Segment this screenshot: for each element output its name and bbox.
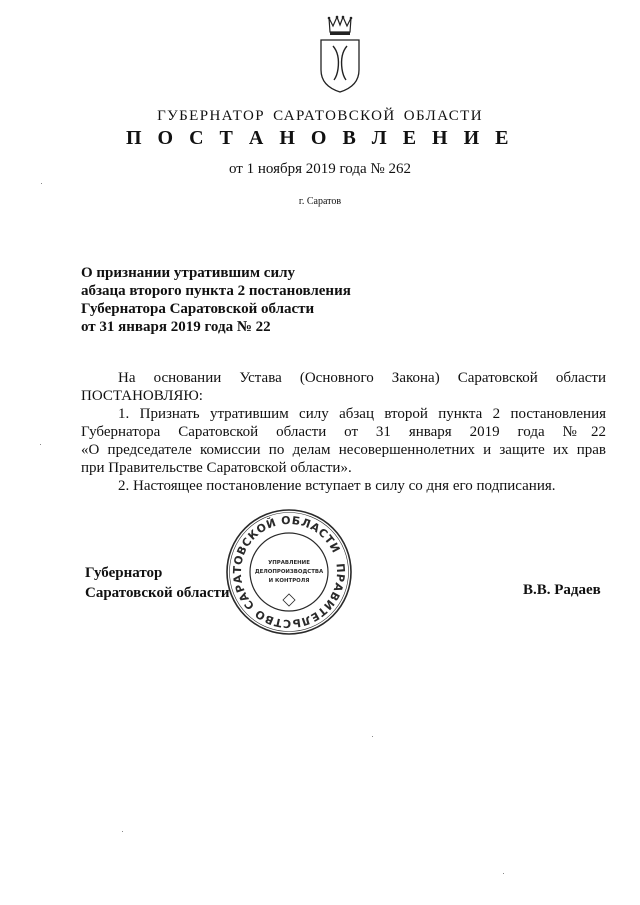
body-line: На основании Устава (Основного Закона) Саратовской области [118, 370, 606, 386]
subject-line: О признании утратившим силу [81, 265, 295, 281]
document-date-number: от 1 ноября 2019 года № 262 [229, 161, 411, 177]
signer-position-line: Губернатор [85, 565, 163, 581]
body-line: 2. Настоящее постановление вступает в силу со дня его подписания. [118, 478, 556, 494]
subject-line: Губернатора Саратовской области [81, 301, 315, 317]
stamp-inner-line: ДЕЛОПРОИЗВОДСТВА [254, 569, 324, 575]
body-line: ПОСТАНОВЛЯЮ: [81, 388, 203, 404]
scan-speck [41, 183, 42, 184]
scan-speck [503, 873, 504, 874]
document-city: г. Саратов [298, 196, 342, 207]
body-line: «О председателе комиссии по делам несовершеннолетних и защите их прав [81, 442, 606, 458]
document-subject [81, 264, 351, 336]
stamp-star-icon [283, 594, 295, 606]
scan-speck [40, 444, 41, 445]
official-stamp [225, 508, 353, 636]
subject-line: от 31 января 2019 года № 22 [81, 319, 271, 335]
signer-name: В.В. Радаев [523, 582, 601, 598]
subject-line: абзаца второго пункта 2 постановления [81, 283, 351, 299]
issuing-authority: ГУБЕРНАТОР САРАТОВСКОЙ ОБЛАСТИ [157, 108, 483, 124]
stamp-ring-text: ПРАВИТЕЛЬСТВО САРАТОВСКОЙ ОБЛАСТИ [230, 513, 348, 631]
body-line: при Правительстве Саратовской области». [81, 460, 352, 476]
body-line: 1. Признать утратившим силу абзац второй пункта 2 постановления [118, 406, 606, 422]
document-body [81, 369, 606, 495]
stamp-inner-line: И КОНТРОЛЯ [268, 578, 310, 584]
scan-speck [122, 831, 123, 832]
signer-position [85, 563, 230, 603]
coat-of-arms-icon [313, 14, 367, 94]
scan-speck [372, 736, 373, 737]
body-line: Губернатора Саратовской области от 31 января 2019 года №22 [81, 424, 606, 440]
signer-position-line: Саратовской области [85, 585, 230, 601]
stamp-inner-line: УПРАВЛЕНИЕ [268, 560, 310, 566]
document-type-title: П О С Т А Н О В Л Е Н И Е [126, 127, 514, 149]
